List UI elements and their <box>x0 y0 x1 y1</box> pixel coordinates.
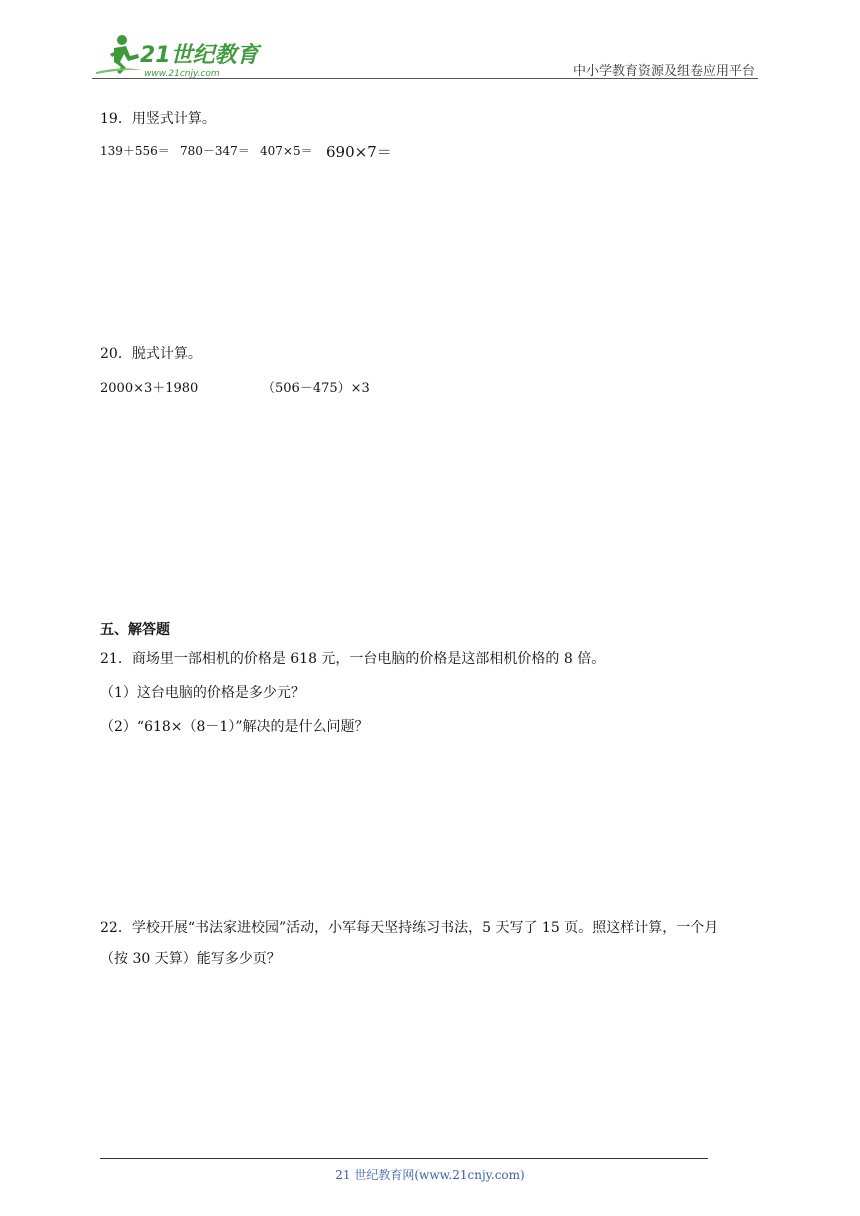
q22-line1: 22．学校开展“书法家进校园”活动，小军每天坚持练习书法，5 天写了 15 页。照这样计算，一个月 <box>100 920 719 936</box>
runner-logo-icon <box>92 32 262 80</box>
q19-title: 19．用竖式计算。 <box>100 111 216 127</box>
footer-divider <box>100 1158 708 1159</box>
q21-title: 21．商场里一部相机的价格是 618 元，一台电脑的价格是这部相机价格的 8 倍。 <box>100 651 606 667</box>
logo-url-text: www.21cnjy.com <box>144 69 220 79</box>
footer-link[interactable]: 21 世纪教育网(www.21cnjy.com) <box>335 1168 525 1182</box>
q19-expr-2: 780－347＝ <box>180 144 250 158</box>
logo-brand-text: 21世纪教育 <box>140 43 259 68</box>
q20-expr-2: （506－475）×3 <box>262 381 370 396</box>
q22-line2: （按 30 天算）能写多少页？ <box>100 951 281 967</box>
section-5-title: 五、解答题 <box>100 622 170 638</box>
q21-sub1: （1）这台电脑的价格是多少元？ <box>100 685 305 701</box>
q20-title: 20．脱式计算。 <box>100 346 202 362</box>
q19-expr-3: 407×5＝ <box>260 144 313 158</box>
header-divider <box>92 78 758 79</box>
q19-expr-1: 139＋556＝ <box>100 144 170 158</box>
q19-expr-4: 690×7＝ <box>326 143 392 161</box>
q21-sub2: （2）“618×（8－1）”解决的是什么问题？ <box>100 719 369 735</box>
site-logo <box>92 32 262 80</box>
header-platform-text: 中小学教育资源及组卷应用平台 <box>572 64 755 79</box>
q20-expr-1: 2000×3＋1980 <box>100 381 199 396</box>
